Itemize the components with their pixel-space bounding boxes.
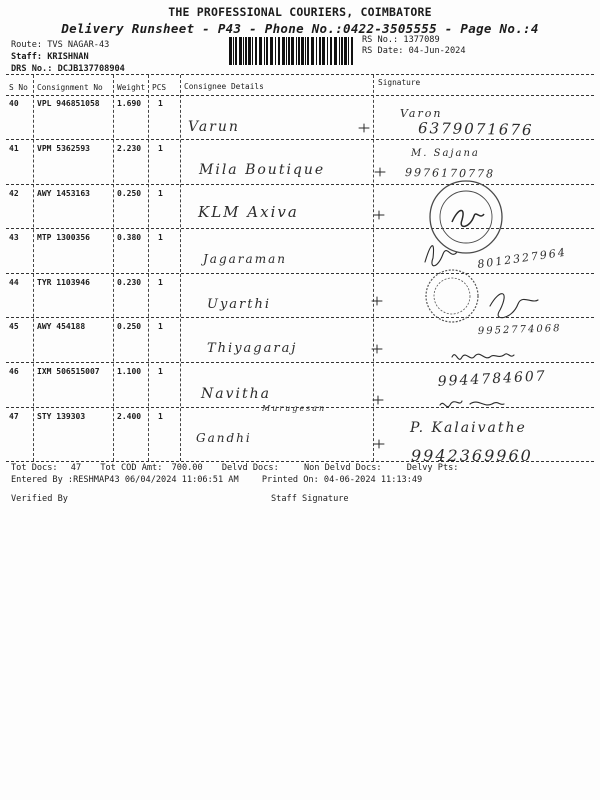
drs-label: DRS No.: (11, 64, 53, 74)
barcode-bars (229, 37, 356, 65)
rs-date-row (362, 46, 466, 56)
rs-no-row (362, 35, 440, 45)
rs-no-label: RS No.: (362, 35, 399, 45)
row-rule (6, 228, 594, 229)
barcode-bar (239, 37, 242, 65)
consignee-handwriting: Varun (188, 119, 240, 135)
barcode-bar (327, 37, 328, 65)
totals-rule (6, 461, 594, 462)
row-weight: 0.250 (117, 322, 142, 331)
signature-mobile: 9976170778 (404, 166, 496, 181)
barcode-bar (243, 37, 244, 65)
route-label: Route: (11, 40, 43, 50)
barcode-bar (233, 37, 234, 65)
row-weight: 1.100 (117, 367, 142, 376)
row-sno: 43 (9, 233, 19, 242)
company-name: THE PROFESSIONAL COURIERS, COIMBATORE (168, 5, 432, 19)
barcode-bar (270, 37, 273, 65)
totals-row (11, 463, 458, 473)
row-pcs: 1 (158, 367, 163, 376)
row-consignment-no: VPM 5362593 (37, 144, 90, 153)
row-weight: 0.380 (117, 233, 142, 242)
barcode-bar (266, 37, 268, 65)
consignee-handwriting: Thiyagaraj (207, 341, 298, 356)
printed-on: Printed On: 04-06-2024 11:13:49 (261, 475, 423, 485)
header-rule-bottom (6, 95, 594, 96)
row-sno: 44 (9, 278, 19, 287)
seal-stamp (426, 270, 478, 322)
row-weight: 2.400 (117, 412, 142, 421)
row-weight: 1.690 (117, 99, 142, 108)
staff-value: KRISHNAN (47, 52, 89, 62)
row-pcs: 1 (158, 189, 163, 198)
consignee-handwriting-2: Murugesan (262, 404, 327, 413)
barcode-bar (235, 37, 237, 65)
row-sno: 42 (9, 189, 19, 198)
barcode-bar (288, 37, 290, 65)
tick-mark (374, 440, 384, 448)
row-rule (6, 317, 594, 318)
non-delvd-label: Non Delvd Docs: (303, 463, 382, 473)
tick-mark (359, 124, 369, 132)
signature-name: M. Sajana (411, 148, 480, 159)
barcode-bar (351, 37, 353, 65)
consignee-handwriting: Jagaraman (203, 252, 287, 266)
row-consignment-no: STY 139303 (37, 412, 86, 421)
staff-row (11, 52, 89, 62)
signature-mobile: 9952774068 (477, 323, 562, 337)
col-sno: S No (9, 83, 28, 92)
row-sno: 41 (9, 144, 19, 153)
rs-date-value: 04-Jun-2024 (408, 46, 466, 56)
barcode-bar (275, 37, 276, 65)
barcode-bar (348, 37, 349, 65)
verified-by: Verified By (11, 494, 68, 504)
barcode-bar (255, 37, 257, 65)
signature-name: P. Kalaivathe (410, 420, 527, 436)
col-pcs: PCS (152, 83, 167, 92)
barcode-bar (319, 37, 321, 65)
header-rule-top (6, 74, 594, 75)
signature-mobile: 9942369960 (411, 446, 533, 465)
company-stamp (430, 181, 502, 253)
row-rule (6, 362, 594, 363)
col-signature: Signature (378, 78, 421, 87)
row-sno: 47 (9, 412, 19, 421)
signature-mobile: 6379071676 (417, 119, 534, 140)
row-sno: 46 (9, 367, 19, 376)
signature-scribble (425, 246, 457, 266)
col-divider (180, 75, 181, 461)
barcode-bar (252, 37, 253, 65)
drs-row (11, 64, 125, 74)
barcode-bar (245, 37, 247, 65)
tot-cod-label: Tot COD Amt: (100, 463, 163, 473)
row-rule (6, 273, 594, 274)
row-consignment-no: TYR 1103946 (37, 278, 90, 287)
signature-mobile: 9944784607 (437, 368, 548, 390)
barcode-bar (311, 37, 314, 65)
rs-no-value: 1377089 (403, 35, 440, 45)
tot-cod-value: 700.00 (171, 463, 203, 473)
tot-docs-value: 47 (70, 463, 82, 473)
col-divider (373, 75, 374, 461)
row-pcs: 1 (158, 278, 163, 287)
tick-mark (374, 211, 384, 219)
route-value: TVS NAGAR-43 (47, 40, 110, 50)
barcode-bar (334, 37, 337, 65)
row-consignment-no: VPL 946851058 (37, 99, 100, 108)
row-consignment-no: AWY 1453163 (37, 189, 90, 198)
barcode-bar (316, 37, 317, 65)
staff-signature: Staff Signature (271, 494, 349, 504)
consignee-handwriting: Mila Boutique (199, 162, 326, 178)
col-consignee: Consignee Details (184, 82, 264, 91)
consignee-handwriting: KLM Axiva (198, 203, 299, 221)
row-pcs: 1 (158, 144, 163, 153)
consignee-handwriting: Navitha (201, 386, 271, 402)
barcode-bar (298, 37, 300, 65)
signature-scribble (490, 294, 538, 318)
row-consignment-no: AWY 454188 (37, 322, 86, 331)
signature-name: Varon (400, 107, 443, 120)
consignee-handwriting: Gandhi (196, 431, 252, 445)
row-weight: 0.250 (117, 189, 142, 198)
signature-mobile: 8012327964 (476, 245, 568, 271)
barcode (229, 37, 356, 65)
consignee-handwriting: Uyarthi (207, 297, 272, 312)
col-divider (113, 75, 114, 461)
barcode-bar (259, 37, 262, 65)
col-weight: Weight (117, 83, 146, 92)
barcode-bar (286, 37, 287, 65)
rs-date-label: RS Date: (362, 46, 404, 56)
barcode-bar (305, 37, 306, 65)
row-pcs: 1 (158, 412, 163, 421)
row-pcs: 1 (158, 99, 163, 108)
row-pcs: 1 (158, 233, 163, 242)
col-divider (148, 75, 149, 461)
barcode-bar (282, 37, 285, 65)
barcode-bar (248, 37, 251, 65)
barcode-bar (330, 37, 332, 65)
row-sno: 40 (9, 99, 19, 108)
route-row (11, 40, 109, 50)
col-consignment: Consignment No (37, 83, 103, 92)
entered-by: Entered By :RESHMAP43 06/04/2024 11:06:51 AM (11, 475, 239, 485)
barcode-bar (296, 37, 297, 65)
barcode-bar (301, 37, 304, 65)
row-pcs: 1 (158, 322, 163, 331)
runsheet-title: Delivery Runsheet - P43 - Phone No.:0422-3505555 - Page No.:4 (61, 21, 539, 36)
tick-mark (375, 168, 385, 176)
tick-mark (373, 396, 383, 404)
col-divider (33, 75, 34, 461)
barcode-bar (307, 37, 309, 65)
barcode-bar (291, 37, 294, 65)
delvy-pts-label: Delvy Pts: (406, 463, 459, 473)
barcode-bar (344, 37, 347, 65)
row-rule (6, 184, 594, 185)
row-consignment-no: MTP 1300356 (37, 233, 90, 242)
row-weight: 0.230 (117, 278, 142, 287)
row-sno: 45 (9, 322, 19, 331)
tot-docs-label: Tot Docs: (11, 463, 58, 473)
row-weight: 2.230 (117, 144, 142, 153)
row-consignment-no: IXM 506515007 (37, 367, 100, 376)
staff-label: Staff: (11, 52, 43, 62)
barcode-bar (339, 37, 340, 65)
barcode-bar (229, 37, 232, 65)
barcode-bar (278, 37, 280, 65)
row-rule (6, 407, 594, 408)
barcode-bar (322, 37, 325, 65)
signature-scribble (440, 401, 504, 407)
delvd-label: Delvd Docs: (221, 463, 279, 473)
drs-value: DCJB137708904 (57, 64, 125, 74)
barcode-bar (264, 37, 265, 65)
signature-scribble (452, 354, 514, 359)
entry-row (11, 475, 422, 485)
barcode-bar (341, 37, 343, 65)
row-rule (6, 139, 594, 140)
